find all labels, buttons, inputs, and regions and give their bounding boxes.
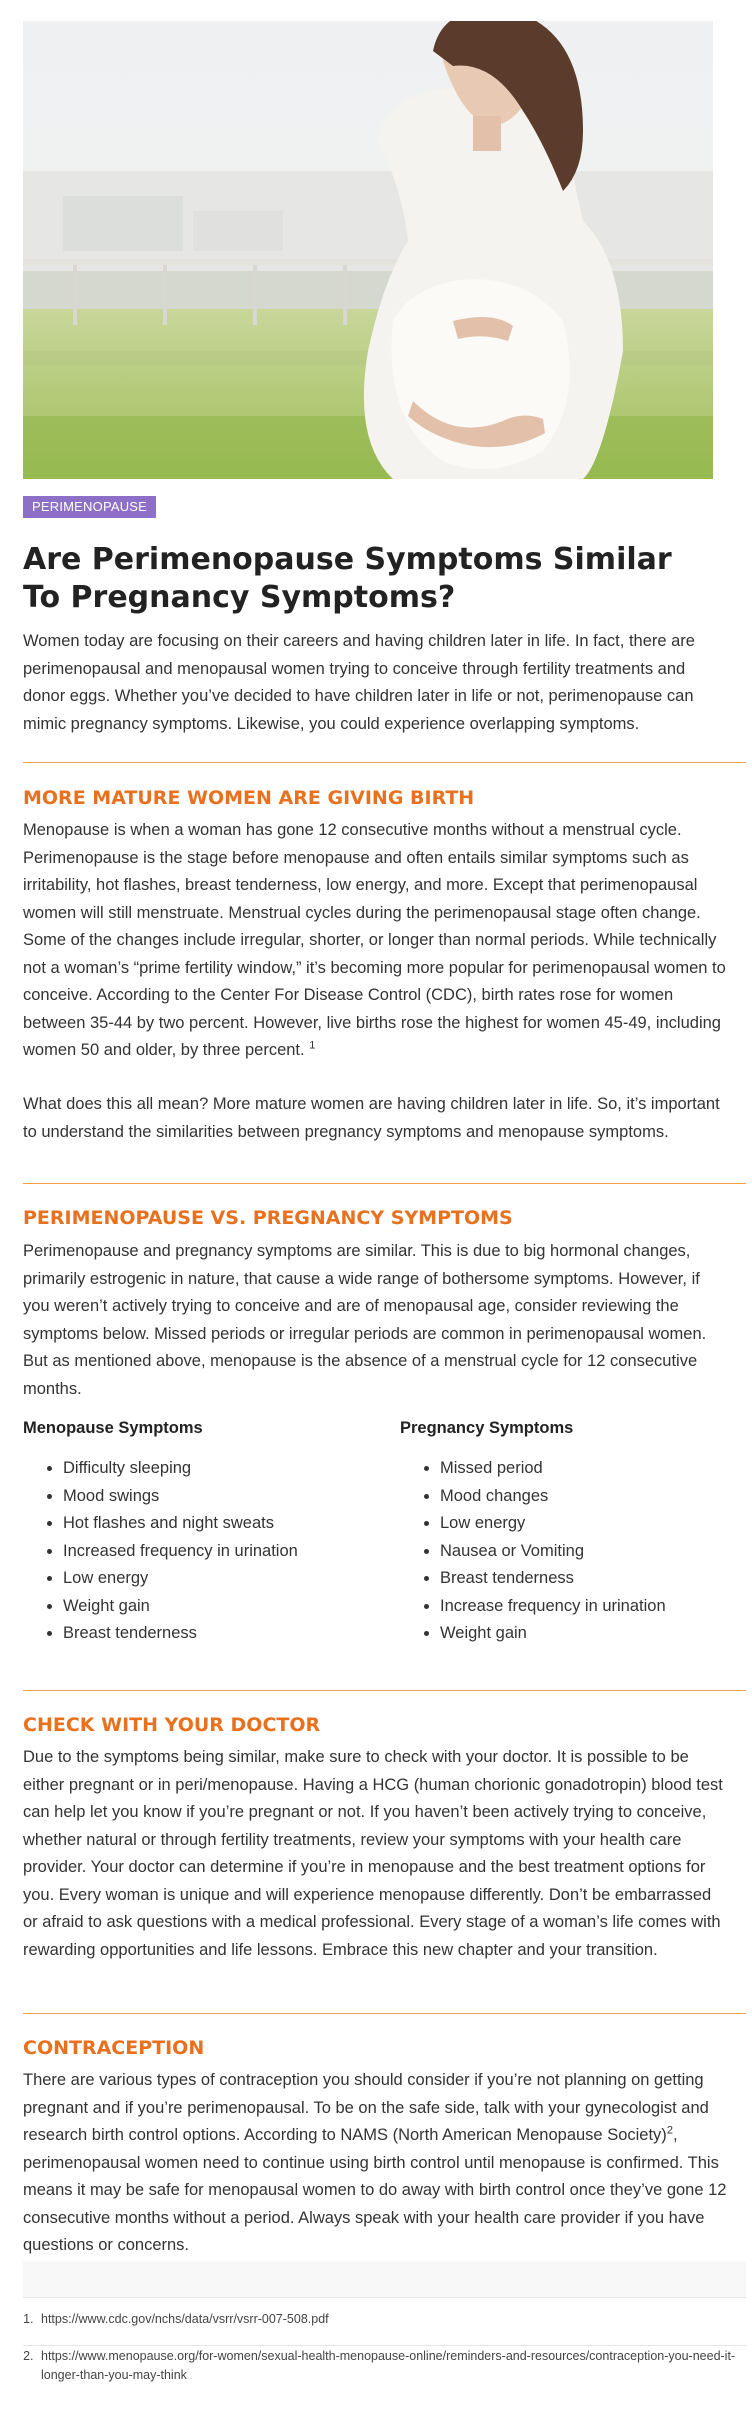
list-item: • Low energy [440, 1510, 752, 1538]
list-item: • Missed period [440, 1455, 752, 1483]
footnote-ref-2[interactable]: 2 [666, 2124, 673, 2137]
list-item: • Mood changes [440, 1483, 752, 1511]
section-divider [23, 2013, 746, 2014]
list-item: • Breast tenderness [63, 1620, 393, 1648]
list-item: • Weight gain [440, 1620, 752, 1648]
footnote-ref-1[interactable]: 1 [309, 1039, 316, 1052]
mature-women-summary: What does this all mean? More mature women are having children later in life. So, it’s important to understand the similarities between pregnancy symptoms and menopause symptoms. [23, 1095, 720, 1141]
pregnancy-symptoms-title: Pregnancy Symptoms [400, 1419, 574, 1437]
intro-paragraph: Women today are focusing on their careers and having children later in life. In fact, there are perimenopausal and menopausal women trying to conceive through fertility treatments and donor eggs. Whether you’ve decided to have children later in life or not, perimenopause can mimic pregnancy symptoms. Likewise, you could experience overlapping symptoms. [23, 632, 695, 733]
menopause-symptoms-list [23, 1455, 393, 1648]
doctor-paragraph: Due to the symptoms being similar, make sure to check with your doctor. It is possible to be either pregnant or in peri/menopause. Having a HCG (human chorionic gonadotropin) blood test can help let you know if you’re pregnant or not. If you haven’t been actively trying to conceive, whether natural or through fertility treatments, review your symptoms with your health care provider. Your doctor can determine if you’re in menopause and the best treatment options for you. Every woman is unique and will experience menopause differently. Don’t be embarrassed or afraid to ask questions with a medical professional. Every stage of a woman’s life comes with rewarding opportunities and life lessons. Embrace this new chapter and your transition. [23, 1748, 723, 1959]
footnote-link[interactable]: 2. https://www.menopause.org/for-women/sexual-health-menopause-online/reminders-and-resources/contraception-you-need-it-longer-than-you-may-think [37, 2347, 742, 2385]
section-divider [23, 1183, 746, 1184]
section-heading-doctor: CHECK WITH YOUR DOCTOR [23, 1714, 321, 1736]
list-item: • Weight gain [63, 1593, 393, 1621]
list-item: • Increase frequency in urination [440, 1593, 752, 1621]
section-heading-mature-women: MORE MATURE WOMEN ARE GIVING BIRTH [23, 787, 475, 809]
list-item: • Nausea or Vomiting [440, 1538, 752, 1566]
mature-women-text: Menopause is when a woman has gone 12 consecutive months without a menstrual cycle. Perimenopause is the stage before menopause and often entails similar symptoms such as irritability, hot flashes, breast tenderness, low energy, and more. Except that perimenopausal women will still menstruate. Menstrual cycles during the perimenopausal stage often change. Some of the changes include irregular, shorter, or longer than normal periods. While technically not a woman’s “prime fertility window,” it’s becoming more popular for perimenopausal women to conceive. According to the Center For Disease Control (CDC), birth rates rose for women between 35-44 by two percent. However, live births rose the highest for women 45-49, including women 50 and older, by three percent. [23, 821, 726, 1059]
list-item: • Breast tenderness [440, 1565, 752, 1593]
versus-paragraph: Perimenopause and pregnancy symptoms are similar. This is due to big hormonal changes, primarily estrogenic in nature, that cause a wide range of bothersome symptoms. However, if you weren’t actively trying to conceive and are of menopausal age, consider reviewing the symptoms below. Missed periods or irregular periods are common in perimenopausal women. But as mentioned above, menopause is the absence of a menstrual cycle for 12 consecutive months. [23, 1242, 707, 1398]
list-item: • Hot flashes and night sweats [63, 1510, 393, 1538]
section-heading-contraception: CONTRACEPTION [23, 2037, 205, 2059]
menopause-symptoms-title: Menopause Symptoms [23, 1419, 203, 1437]
article-title: Are Perimenopause Symptoms Similar To Pregnancy Symptoms? [23, 542, 672, 615]
footnote-separator [23, 2345, 746, 2346]
footnote-link[interactable]: 1. https://www.cdc.gov/nchs/data/vsrr/vsrr-007-508.pdf [37, 2310, 742, 2329]
pregnant-woman-photo [23, 21, 713, 479]
list-item: • Mood swings [63, 1483, 393, 1511]
footnotes-divider [23, 2297, 746, 2298]
list-item: • Difficulty sleeping [63, 1455, 393, 1483]
pregnancy-symptoms-list [400, 1455, 752, 1648]
list-item: • Increased frequency in urination [63, 1538, 393, 1566]
footnotes-background [23, 2261, 746, 2297]
list-item: • Low energy [63, 1565, 393, 1593]
footnotes-list [23, 2310, 742, 2403]
section-heading-versus: PERIMENOPAUSE VS. PREGNANCY SYMPTOMS [23, 1207, 513, 1229]
contraception-text-end: , perimenopausal women need to continue using birth control until menopause is confirmed. This means it may be safe for menopausal women to do away with birth control once they’ve gone 12 consecutive months without a period. Always speak with your health care provider if you have questions or concerns. [23, 2126, 727, 2254]
section-divider [23, 762, 746, 763]
contraception-paragraph [23, 2067, 728, 2260]
category-tag[interactable]: PERIMENOPAUSE [23, 496, 156, 518]
contraception-text-start: There are various types of contraception you should consider if you’re not planning on getting pregnant and if you’re perimenopausal. To be on the safe side, talk with your gynecologist and research birth control options. According to NAMS (North American Menopause Society) [23, 2071, 709, 2144]
mature-women-paragraph [23, 817, 728, 1065]
hero-image [23, 21, 713, 479]
section-divider [23, 1690, 746, 1691]
